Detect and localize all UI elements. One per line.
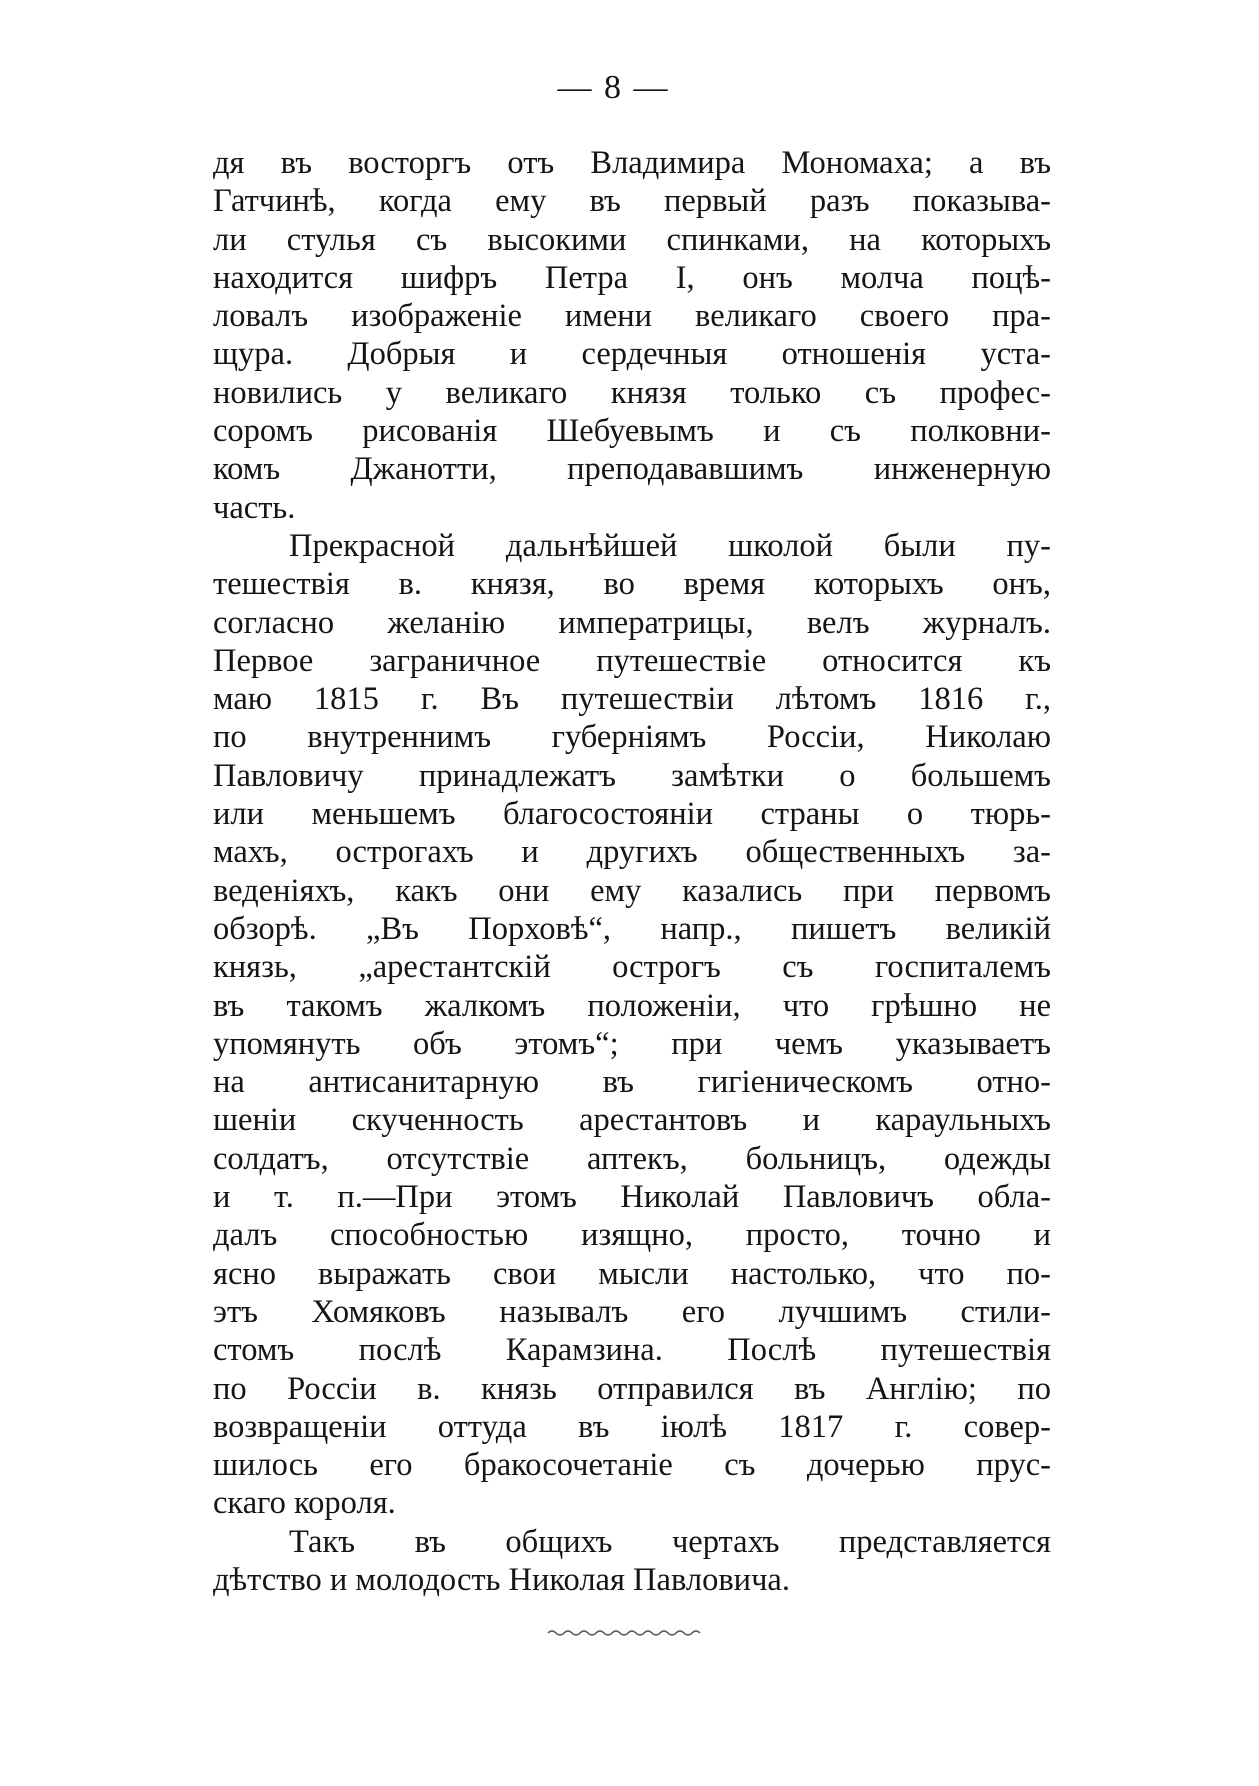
text-line: ли стулья съ высокими спинками, на которыхъ — [213, 221, 1051, 258]
text-line: веденiяхъ, какъ они ему казались при первомъ — [213, 872, 1051, 909]
text-line: новились у великаго князя только съ профес- — [213, 374, 1051, 411]
text-line: по Россiи в. князь отправился въ Англiю; по — [213, 1370, 1051, 1407]
text-line: или меньшемъ благосостоянiи страны о тюрь- — [213, 796, 1051, 833]
text-line: дя въ восторгъ отъ Владимира Мономаха; а въ — [213, 145, 1051, 181]
text-line: махъ, острогахъ и другихъ общественныхъ за- — [213, 834, 1051, 871]
text-line: Гатчинѣ, когда ему въ первый разъ показыва- — [213, 183, 1051, 220]
text-line: согласно желанiю императрицы, велъ журналъ. — [213, 604, 1051, 641]
text-line: Прекрасной дальнѣйшей школой были пу- — [289, 527, 1051, 564]
text-line: князь, „арестантскiй острогъ съ госпиталемъ — [213, 949, 1051, 986]
text-line: солдатъ, отсутствiе аптекъ, больницъ, одежды — [213, 1140, 1051, 1177]
text-line: ловалъ изображенiе имени великаго своего пра- — [213, 298, 1051, 335]
text-line: этъ Хомяковъ называлъ его лучшимъ стили- — [213, 1293, 1051, 1330]
text-line: на антисанитарную въ гигiеническомъ отно- — [213, 1064, 1051, 1101]
text-line: комъ Джанотти, преподававшимъ инженерную — [213, 451, 1051, 488]
text-line: возвращенiи оттуда въ iюлѣ 1817 г. совер- — [213, 1408, 1051, 1445]
paragraph-3 — [213, 1523, 1051, 1600]
text-line: и т. п.—При этомъ Николай Павловичъ обла- — [213, 1179, 1051, 1216]
text-line: Такъ въ общихъ чертахъ представляется — [289, 1523, 1051, 1560]
text-line: шенiи скученность арестантовъ и караульныхъ — [213, 1102, 1051, 1139]
text-line: скаго короля. — [213, 1485, 396, 1522]
text-line: часть. — [213, 489, 296, 526]
text-line: дѣтство и молодость Николая Павловича. — [213, 1561, 790, 1598]
text-line: соромъ рисованiя Шебуевымъ и съ полковни- — [213, 413, 1051, 450]
text-line: шилось его бракосочетанiе съ дочерью прус- — [213, 1447, 1051, 1484]
text-line: стомъ послѣ Карамзина. Послѣ путешествiя — [213, 1332, 1051, 1369]
text-line: щура. Добрыя и сердечныя отношенiя уста- — [213, 336, 1051, 373]
text-line: въ такомъ жалкомъ положенiи, что грѣшно не — [213, 987, 1051, 1024]
page-number: — 8 — — [557, 69, 670, 106]
text-line: Первое заграничное путешествiе относится къ — [213, 642, 1051, 679]
text-line: маю 1815 г. Въ путешествiи лѣтомъ 1816 г., — [213, 681, 1051, 718]
text-line: находится шифръ Петра I, онъ молча поцѣ- — [213, 259, 1051, 296]
paragraph-2 — [213, 527, 1051, 1523]
text-line: тешествiя в. князя, во время которыхъ онъ, — [213, 566, 1051, 603]
text-line: упомянуть объ этомъ“; при чемъ указываетъ — [213, 1025, 1051, 1062]
text-line: по внутреннимъ губернiямъ Россiи, Николаю — [213, 719, 1051, 756]
text-line: далъ способностью изящно, просто, точно и — [213, 1217, 1051, 1254]
text-line: обзорѣ. „Въ Порховѣ“, напр., пишетъ великiй — [213, 910, 1051, 947]
text-line: ясно выражать свои мысли настолько, что по- — [213, 1255, 1051, 1292]
text-line: Павловичу принадлежатъ замѣтки о большемъ — [213, 757, 1051, 794]
end-ornament-icon — [0, 1622, 1259, 1642]
body-text — [213, 144, 1051, 1599]
paragraph-1 — [213, 144, 1051, 527]
